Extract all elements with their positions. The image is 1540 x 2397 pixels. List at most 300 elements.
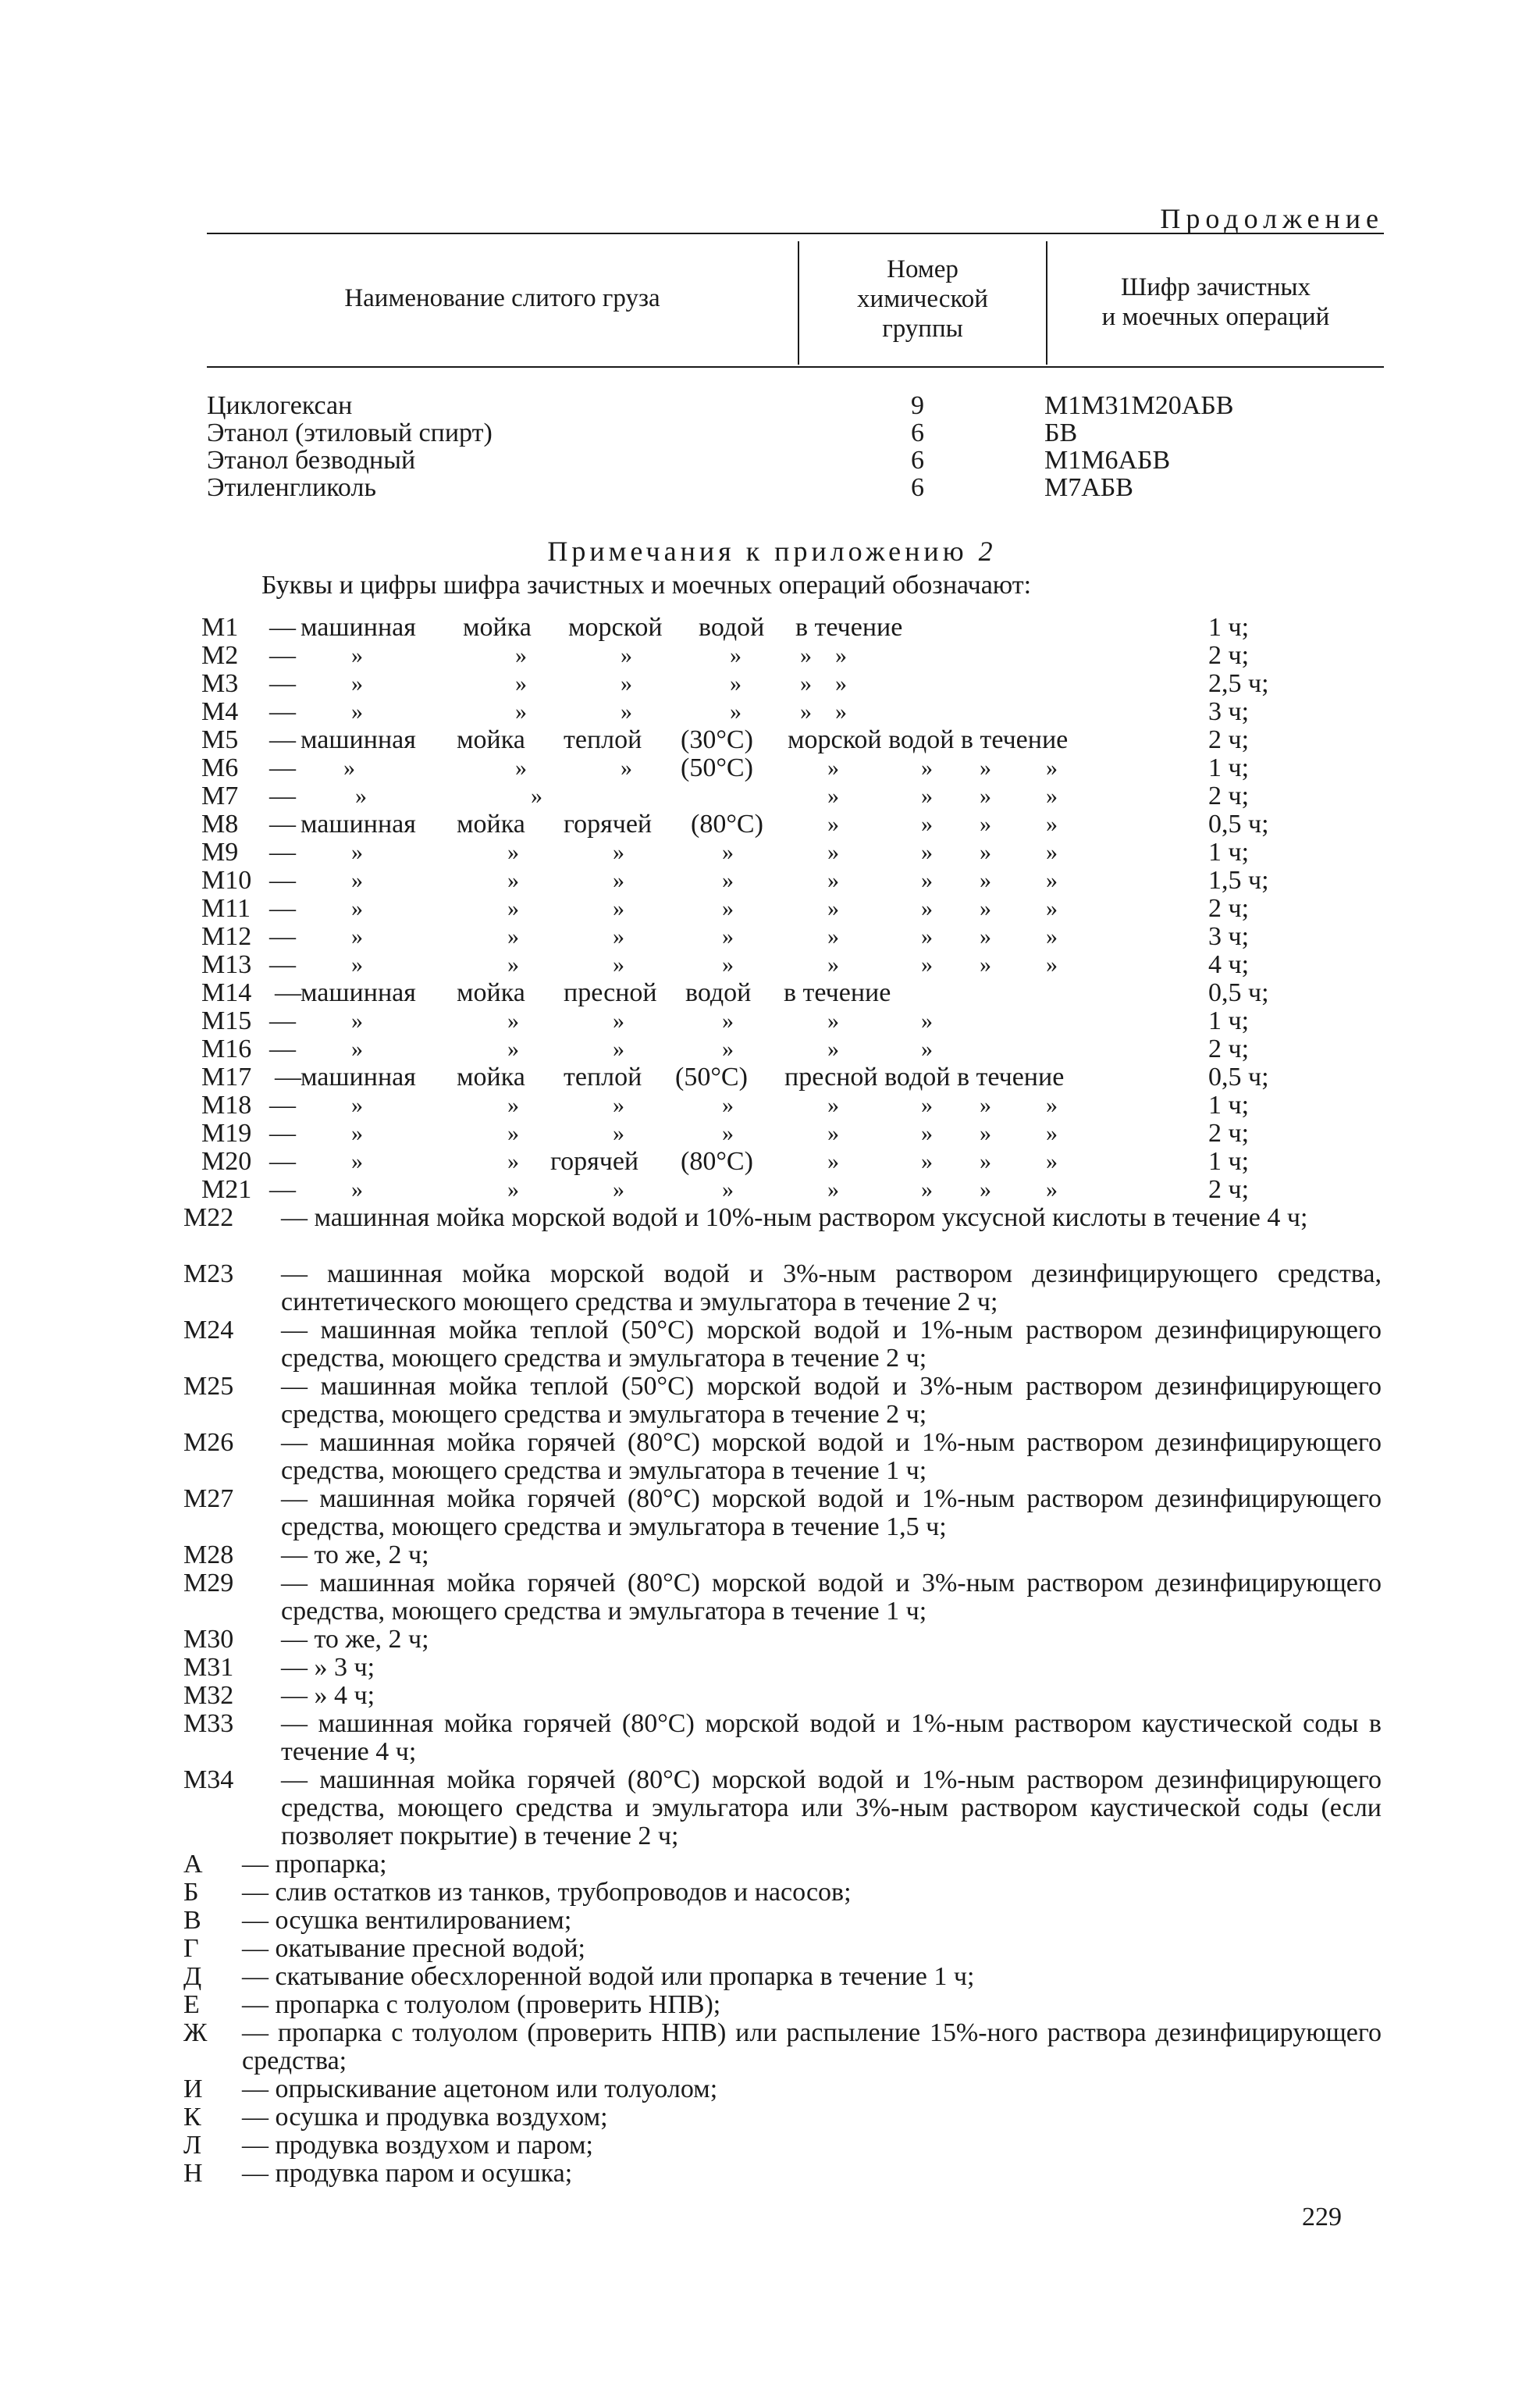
wash-text: (80°С) bbox=[691, 810, 763, 839]
wash-code: М7 bbox=[201, 782, 239, 810]
ditto-mark: » bbox=[921, 1008, 933, 1034]
ditto-mark: » bbox=[351, 643, 363, 668]
ditto-mark: » bbox=[351, 1008, 363, 1034]
letter-code-row bbox=[0, 2103, 1540, 2132]
ditto-mark: » bbox=[515, 699, 527, 725]
wash-code: М21 bbox=[201, 1175, 252, 1204]
ditto-mark: » bbox=[613, 952, 624, 978]
ditto-mark: » bbox=[921, 1036, 933, 1062]
ditto-mark: » bbox=[827, 1149, 839, 1174]
ditto-mark: » bbox=[507, 1120, 519, 1146]
letter-code: И bbox=[183, 2075, 203, 2103]
chemical-group: 9 bbox=[911, 391, 924, 420]
ditto-mark: » bbox=[613, 896, 624, 921]
wash-code-row bbox=[0, 810, 1540, 839]
letter-description: — пропарка с толуолом (проверить НПВ); bbox=[242, 1990, 721, 2019]
ditto-mark: » bbox=[613, 1008, 624, 1034]
ditto-mark: » bbox=[722, 1120, 734, 1146]
chemical-group: 6 bbox=[911, 446, 924, 475]
ditto-mark: » bbox=[722, 1008, 734, 1034]
cargo-name: Этанол безводный bbox=[207, 446, 416, 475]
wash-code: М22 bbox=[183, 1203, 234, 1232]
wash-code-row bbox=[0, 867, 1540, 895]
wash-code: М16 bbox=[201, 1035, 252, 1063]
ditto-mark: » bbox=[835, 699, 847, 725]
duration: 1 ч; bbox=[1208, 1091, 1250, 1120]
dash: — bbox=[269, 641, 296, 670]
letter-code: Е bbox=[183, 1990, 200, 2019]
ditto-mark: » bbox=[980, 1092, 991, 1118]
wash-description: — » 4 ч; bbox=[281, 1681, 375, 1710]
letter-description: — пропарка с толуолом (проверить НПВ) или распыление 15%-ного раствора дезинфицирующего средства; bbox=[242, 2018, 1382, 2075]
ditto-mark: » bbox=[921, 1149, 933, 1174]
duration: 1 ч; bbox=[1208, 838, 1250, 867]
dash: — bbox=[269, 838, 296, 867]
wash-text: (30°С) bbox=[681, 725, 753, 754]
header-line: химической bbox=[857, 285, 988, 313]
ditto-mark: » bbox=[621, 699, 632, 725]
letter-code: Ж bbox=[183, 2018, 208, 2047]
letter-description: — скатывание обесхлоренной водой или пропарка в течение 1 ч; bbox=[242, 1962, 975, 1991]
wash-code: М10 bbox=[201, 866, 252, 895]
wash-code: М28 bbox=[183, 1540, 234, 1569]
dash: — bbox=[275, 978, 301, 1007]
ditto-mark: » bbox=[722, 839, 734, 865]
wash-code: М3 bbox=[201, 669, 239, 698]
ditto-mark: » bbox=[921, 1177, 933, 1202]
ditto-mark: » bbox=[827, 896, 839, 921]
wash-code: М17 bbox=[201, 1063, 252, 1092]
header-line: Номер bbox=[887, 255, 958, 283]
wash-text: теплой bbox=[564, 1063, 642, 1092]
duration: 0,5 ч; bbox=[1208, 978, 1269, 1007]
ditto-mark: » bbox=[613, 1092, 624, 1118]
wash-description: — машинная мойка горячей (80°С) морской водой и 1%-ным раствором каустической соды в течение 4 ч; bbox=[281, 1709, 1382, 1766]
ditto-mark: » bbox=[921, 811, 933, 837]
ditto-mark: » bbox=[351, 867, 363, 893]
dash: — bbox=[269, 613, 296, 642]
header-operation-code bbox=[1047, 272, 1384, 332]
wash-code-row bbox=[0, 1063, 1540, 1092]
ditto-mark: » bbox=[980, 1149, 991, 1174]
wash-code: М4 bbox=[201, 697, 239, 726]
wash-code-row bbox=[0, 895, 1540, 923]
ditto-mark: » bbox=[613, 867, 624, 893]
ditto-mark: » bbox=[827, 1008, 839, 1034]
wash-code-row bbox=[0, 698, 1540, 726]
wash-code-row bbox=[0, 1120, 1540, 1148]
ditto-mark: » bbox=[827, 924, 839, 949]
ditto-mark: » bbox=[980, 1177, 991, 1202]
ditto-mark: » bbox=[827, 755, 839, 781]
ditto-mark: » bbox=[827, 1036, 839, 1062]
letter-description: — осушка и продувка воздухом; bbox=[242, 2103, 608, 2132]
duration: 1,5 ч; bbox=[1208, 866, 1269, 895]
duration: 2 ч; bbox=[1208, 725, 1250, 754]
wash-description: — » 3 ч; bbox=[281, 1653, 375, 1682]
ditto-mark: » bbox=[800, 671, 812, 696]
wash-description: — машинная мойка морской водой и 3%-ным раствором дезинфицирующего средства, синтетического моющего средства и эмульгатора в течение 2 ч; bbox=[281, 1259, 1382, 1316]
page-number: 229 bbox=[1302, 2203, 1342, 2231]
wash-code: М15 bbox=[201, 1006, 252, 1035]
ditto-mark: » bbox=[507, 867, 519, 893]
ditto-mark: » bbox=[722, 1036, 734, 1062]
wash-code-row bbox=[0, 839, 1540, 867]
letter-code-row bbox=[0, 1963, 1540, 1991]
ditto-mark: » bbox=[507, 1177, 519, 1202]
duration: 2,5 ч; bbox=[1208, 669, 1269, 698]
ditto-mark: » bbox=[835, 671, 847, 696]
wash-text: в течение bbox=[784, 978, 891, 1007]
letter-description: — осушка вентилированием; bbox=[242, 1906, 572, 1935]
wash-code: М32 bbox=[183, 1681, 234, 1710]
wash-code-row bbox=[0, 923, 1540, 951]
ditto-mark: » bbox=[827, 1177, 839, 1202]
ditto-mark: » bbox=[730, 699, 742, 725]
wash-description: — машинная мойка теплой (50°С) морской водой и 1%-ным раствором дезинфицирующего средства, моющего средства и эмульгатора в течение 2 ч; bbox=[281, 1316, 1382, 1373]
wash-code: М27 bbox=[183, 1484, 234, 1513]
wash-text: пресной bbox=[564, 978, 657, 1007]
letter-code-row bbox=[0, 2019, 1540, 2075]
header-line: группы bbox=[882, 315, 963, 343]
letter-code: Л bbox=[183, 2131, 202, 2160]
ditto-mark: » bbox=[1046, 896, 1058, 921]
wash-code: М18 bbox=[201, 1091, 252, 1120]
ditto-mark: » bbox=[1046, 811, 1058, 837]
header-cargo-name: Наименование слитого груза bbox=[344, 284, 660, 312]
wash-description: — машинная мойка горячей (80°С) морской водой и 1%-ным раствором дезинфицирующего средства, моющего средства и эмульгатора в течение 1 ч; bbox=[281, 1428, 1382, 1485]
wash-code-row bbox=[0, 979, 1540, 1007]
letter-description: — окатывание пресной водой; bbox=[242, 1934, 585, 1963]
wash-code: М13 bbox=[201, 950, 252, 979]
dash: — bbox=[269, 1119, 296, 1148]
operation-code: М7АБВ bbox=[1044, 473, 1133, 502]
table-row bbox=[0, 447, 1540, 475]
continued-label: Продолжение bbox=[1160, 203, 1384, 234]
dash: — bbox=[269, 894, 296, 923]
wash-code: М11 bbox=[201, 894, 251, 923]
cargo-name: Этиленгликоль bbox=[207, 473, 376, 502]
dash: — bbox=[275, 1063, 301, 1092]
wash-code: М30 bbox=[183, 1625, 234, 1654]
header-line: Шифр зачистных bbox=[1120, 273, 1311, 301]
wash-code-row bbox=[0, 951, 1540, 979]
wash-description: — машинная мойка горячей (80°С) морской водой и 1%-ным раствором дезинфицирующего средства, моющего средства и эмульгатора или 3%-ным раствором каустической соды (если позволяет покрытие) в течение 2 ч; bbox=[281, 1765, 1382, 1850]
ditto-mark: » bbox=[351, 896, 363, 921]
duration: 2 ч; bbox=[1208, 1119, 1250, 1148]
dash: — bbox=[269, 1175, 296, 1204]
ditto-mark: » bbox=[921, 896, 933, 921]
ditto-mark: » bbox=[722, 896, 734, 921]
wash-text: мойка bbox=[463, 613, 532, 642]
ditto-mark: » bbox=[921, 783, 933, 809]
duration: 3 ч; bbox=[1208, 922, 1250, 951]
wash-text: машинная bbox=[301, 725, 416, 754]
ditto-mark: » bbox=[351, 699, 363, 725]
wash-description: — то же, 2 ч; bbox=[281, 1625, 429, 1654]
wash-code-row bbox=[0, 754, 1540, 782]
letter-description: — опрыскивание ацетоном или толуолом; bbox=[242, 2075, 718, 2103]
wash-code: М31 bbox=[183, 1653, 234, 1682]
ditto-mark: » bbox=[507, 1149, 519, 1174]
dash: — bbox=[269, 697, 296, 726]
ditto-mark: » bbox=[1046, 755, 1058, 781]
ditto-mark: » bbox=[351, 1177, 363, 1202]
wash-text: мойка bbox=[457, 1063, 525, 1092]
wash-text: машинная bbox=[301, 1063, 416, 1092]
wash-code-row bbox=[0, 1148, 1540, 1176]
ditto-mark: » bbox=[531, 783, 542, 809]
wash-code-row bbox=[0, 726, 1540, 754]
wash-text: теплой bbox=[564, 725, 642, 754]
ditto-mark: » bbox=[980, 839, 991, 865]
duration: 3 ч; bbox=[1208, 697, 1250, 726]
letter-code-row bbox=[0, 1879, 1540, 1907]
ditto-mark: » bbox=[980, 896, 991, 921]
wash-code-row bbox=[0, 614, 1540, 642]
table-row bbox=[0, 392, 1540, 420]
ditto-mark: » bbox=[343, 755, 355, 781]
ditto-mark: » bbox=[722, 924, 734, 949]
wash-description: — то же, 2 ч; bbox=[281, 1540, 429, 1569]
wash-code-row bbox=[0, 1176, 1540, 1204]
ditto-mark: » bbox=[351, 1036, 363, 1062]
ditto-mark: » bbox=[921, 839, 933, 865]
ditto-mark: » bbox=[1046, 783, 1058, 809]
ditto-mark: » bbox=[980, 1120, 991, 1146]
dash: — bbox=[269, 866, 296, 895]
ditto-mark: » bbox=[827, 867, 839, 893]
wash-code-row bbox=[0, 670, 1540, 698]
dash: — bbox=[269, 1091, 296, 1120]
ditto-mark: » bbox=[827, 811, 839, 837]
letter-code-row bbox=[0, 2132, 1540, 2160]
dash: — bbox=[269, 950, 296, 979]
wash-code: М12 bbox=[201, 922, 252, 951]
wash-code: М9 bbox=[201, 838, 239, 867]
wash-code: М19 bbox=[201, 1119, 252, 1148]
wash-text: горячей bbox=[564, 810, 653, 839]
ditto-mark: » bbox=[507, 1008, 519, 1034]
wash-code: М24 bbox=[183, 1316, 234, 1345]
dash: — bbox=[269, 810, 296, 839]
ditto-mark: » bbox=[613, 839, 624, 865]
wash-text: мойка bbox=[457, 725, 525, 754]
notes-title-text: Примечания к приложению bbox=[547, 536, 968, 567]
ditto-mark: » bbox=[921, 952, 933, 978]
wash-description: — машинная мойка морской водой и 10%-ным раствором уксусной кислоты в течение 4 ч; bbox=[281, 1203, 1308, 1232]
ditto-mark: » bbox=[351, 1120, 363, 1146]
ditto-mark: » bbox=[515, 671, 527, 696]
ditto-mark: » bbox=[507, 896, 519, 921]
letter-code-row bbox=[0, 2160, 1540, 2188]
wash-code: М5 bbox=[201, 725, 239, 754]
ditto-mark: » bbox=[980, 924, 991, 949]
dash: — bbox=[269, 1035, 296, 1063]
ditto-mark: » bbox=[507, 952, 519, 978]
ditto-mark: » bbox=[351, 1149, 363, 1174]
wash-code-row bbox=[0, 782, 1540, 810]
duration: 0,5 ч; bbox=[1208, 1063, 1269, 1092]
ditto-mark: » bbox=[507, 839, 519, 865]
table-top-rule bbox=[207, 233, 1384, 234]
operation-code: М1М31М20АБВ bbox=[1044, 391, 1234, 420]
ditto-mark: » bbox=[827, 839, 839, 865]
wash-code: М29 bbox=[183, 1569, 234, 1597]
wash-text: мойка bbox=[457, 978, 525, 1007]
wash-code: М23 bbox=[183, 1259, 234, 1288]
dash: — bbox=[269, 1147, 296, 1176]
duration: 2 ч; bbox=[1208, 641, 1250, 670]
letter-code: Д bbox=[183, 1962, 202, 1991]
ditto-mark: » bbox=[827, 952, 839, 978]
duration: 1 ч; bbox=[1208, 1147, 1250, 1176]
ditto-mark: » bbox=[621, 755, 632, 781]
ditto-mark: » bbox=[800, 699, 812, 725]
duration: 1 ч; bbox=[1208, 613, 1250, 642]
ditto-mark: » bbox=[515, 755, 527, 781]
ditto-mark: » bbox=[351, 839, 363, 865]
ditto-mark: » bbox=[507, 1036, 519, 1062]
dash: — bbox=[269, 669, 296, 698]
letter-code-row bbox=[0, 2075, 1540, 2103]
operation-code: БВ bbox=[1044, 418, 1078, 447]
ditto-mark: » bbox=[921, 924, 933, 949]
ditto-mark: » bbox=[351, 671, 363, 696]
ditto-mark: » bbox=[827, 1120, 839, 1146]
letter-description: — продувка паром и осушка; bbox=[242, 2159, 573, 2188]
letter-description: — продувка воздухом и паром; bbox=[242, 2131, 593, 2160]
ditto-mark: » bbox=[980, 952, 991, 978]
notes-title-number: 2 bbox=[978, 536, 993, 567]
wash-text: пресной водой в течение bbox=[784, 1063, 1065, 1092]
duration: 2 ч; bbox=[1208, 782, 1250, 810]
wash-text: горячей bbox=[550, 1147, 639, 1176]
letter-code-row bbox=[0, 1991, 1540, 2019]
letter-code: А bbox=[183, 1850, 203, 1879]
wash-code: М2 bbox=[201, 641, 239, 670]
letter-code: Н bbox=[183, 2159, 203, 2188]
wash-text: (50°С) bbox=[681, 753, 753, 782]
ditto-mark: » bbox=[800, 643, 812, 668]
letter-code: В bbox=[183, 1906, 201, 1935]
ditto-mark: » bbox=[507, 924, 519, 949]
table-row bbox=[0, 474, 1540, 502]
ditto-mark: » bbox=[507, 1092, 519, 1118]
wash-code-row bbox=[0, 1007, 1540, 1035]
ditto-mark: » bbox=[621, 643, 632, 668]
wash-code-row bbox=[0, 642, 1540, 670]
ditto-mark: » bbox=[621, 671, 632, 696]
letter-code: Б bbox=[183, 1878, 199, 1907]
notes-title bbox=[0, 537, 1540, 565]
chemical-group: 6 bbox=[911, 418, 924, 447]
wash-code: М1 bbox=[201, 613, 239, 642]
duration: 1 ч; bbox=[1208, 1006, 1250, 1035]
wash-code: М33 bbox=[183, 1709, 234, 1738]
cargo-name: Этанол (этиловый спирт) bbox=[207, 418, 493, 447]
dash: — bbox=[269, 922, 296, 951]
wash-text: машинная bbox=[301, 978, 416, 1007]
ditto-mark: » bbox=[722, 867, 734, 893]
ditto-mark: » bbox=[730, 643, 742, 668]
duration: 0,5 ч; bbox=[1208, 810, 1269, 839]
letter-code-row bbox=[0, 1935, 1540, 1963]
wash-text: машинная bbox=[301, 810, 416, 839]
wash-text: морской bbox=[568, 613, 663, 642]
chemical-group: 6 bbox=[911, 473, 924, 502]
ditto-mark: » bbox=[1046, 1120, 1058, 1146]
letter-code-row bbox=[0, 1850, 1540, 1879]
dash: — bbox=[269, 1006, 296, 1035]
ditto-mark: » bbox=[980, 867, 991, 893]
wash-description: — машинная мойка горячей (80°С) морской водой и 3%-ным раствором дезинфицирующего средства, моющего средства и эмульгатора в течение 1 ч; bbox=[281, 1569, 1382, 1626]
ditto-mark: » bbox=[722, 1092, 734, 1118]
ditto-mark: » bbox=[722, 1177, 734, 1202]
ditto-mark: » bbox=[827, 1092, 839, 1118]
ditto-mark: » bbox=[515, 643, 527, 668]
duration: 2 ч; bbox=[1208, 1175, 1250, 1204]
table-row bbox=[0, 419, 1540, 447]
header-line: и моечных операций bbox=[1101, 303, 1330, 331]
ditto-mark: » bbox=[351, 952, 363, 978]
ditto-mark: » bbox=[921, 867, 933, 893]
ditto-mark: » bbox=[351, 1092, 363, 1118]
duration: 2 ч; bbox=[1208, 1035, 1250, 1063]
letter-description: — слив остатков из танков, трубопроводов и насосов; bbox=[242, 1878, 852, 1907]
duration: 4 ч; bbox=[1208, 950, 1250, 979]
wash-code: М8 bbox=[201, 810, 239, 839]
ditto-mark: » bbox=[921, 1120, 933, 1146]
ditto-mark: » bbox=[1046, 952, 1058, 978]
wash-code: М34 bbox=[183, 1765, 234, 1794]
wash-text: морской водой в течение bbox=[788, 725, 1069, 754]
wash-text: водой bbox=[685, 978, 752, 1007]
wash-code: М26 bbox=[183, 1428, 234, 1457]
dash: — bbox=[269, 725, 296, 754]
ditto-mark: » bbox=[827, 783, 839, 809]
ditto-mark: » bbox=[835, 643, 847, 668]
letter-description: — пропарка; bbox=[242, 1850, 387, 1879]
ditto-mark: » bbox=[1046, 839, 1058, 865]
wash-code: М6 bbox=[201, 753, 239, 782]
letter-code: К bbox=[183, 2103, 201, 2132]
ditto-mark: » bbox=[921, 755, 933, 781]
ditto-mark: » bbox=[980, 755, 991, 781]
ditto-mark: » bbox=[722, 952, 734, 978]
wash-text: (50°С) bbox=[675, 1063, 748, 1092]
ditto-mark: » bbox=[1046, 924, 1058, 949]
dash: — bbox=[269, 753, 296, 782]
ditto-mark: » bbox=[921, 1092, 933, 1118]
wash-text: мойка bbox=[457, 810, 525, 839]
ditto-mark: » bbox=[351, 924, 363, 949]
duration: 2 ч; bbox=[1208, 894, 1250, 923]
operation-code: М1М6АБВ bbox=[1044, 446, 1171, 475]
table-header-rule bbox=[207, 366, 1384, 368]
ditto-mark: » bbox=[1046, 867, 1058, 893]
wash-code-row bbox=[0, 1035, 1540, 1063]
wash-text: машинная bbox=[301, 613, 416, 642]
wash-text: водой bbox=[699, 613, 765, 642]
duration: 1 ч; bbox=[1208, 753, 1250, 782]
ditto-mark: » bbox=[355, 783, 367, 809]
wash-code: М25 bbox=[183, 1372, 234, 1401]
wash-code: М20 bbox=[201, 1147, 252, 1176]
letter-code: Г bbox=[183, 1934, 199, 1963]
cargo-name: Циклогексан bbox=[207, 391, 353, 420]
wash-text: в течение bbox=[795, 613, 903, 642]
